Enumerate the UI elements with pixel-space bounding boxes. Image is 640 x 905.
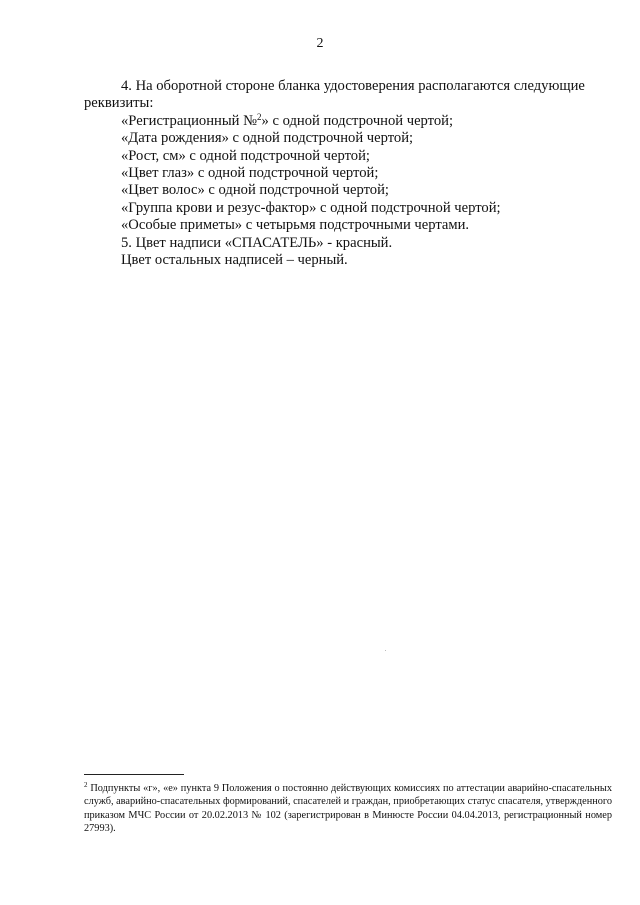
footnote-marker: 2 (84, 781, 88, 789)
footnote-separator (84, 774, 184, 775)
item-5: 5. Цвет надписи «СПАСАТЕЛЬ» - красный. (121, 234, 393, 251)
scan-speck (385, 650, 386, 651)
requisite-blood-type: «Группа крови и резус-фактор» с одной подстрочной чертой; (121, 199, 501, 216)
footnote (84, 782, 612, 835)
requisite-text: » с одной подстрочной чертой; (261, 112, 454, 129)
requisite-hair-color: «Цвет волос» с одной подстрочной чертой; (121, 182, 389, 199)
footnote-text: Подпункты «г», «е» пункта 9 Положения о постоянно действующих комиссиях по аттестации аварийно-спасательных служб, аварийно-спасательных формирований, спасателей и граждан, приобретающих статус спасателя, утвержденного приказом МЧС России от 20.02.2013 № 102 (зарегистрирован в Минюсте России 04.04.2013, регистрационный номер 27993). (84, 783, 612, 834)
other-inscriptions-color: Цвет остальных надписей – черный. (121, 252, 348, 269)
page-number: 2 (316, 36, 324, 51)
item-4-intro: 4. На оборотной стороне бланка удостоверения располагаются следующие реквизиты: (84, 78, 585, 112)
requisite-special-marks: «Особые приметы» с четырьмя подстрочными чертами. (121, 217, 470, 234)
requisite-birth-date: «Дата рождения» с одной подстрочной чертой; (121, 130, 414, 147)
requisite-eye-color: «Цвет глаз» с одной подстрочной чертой; (121, 165, 379, 182)
requisite-registration-number (84, 113, 614, 130)
requisite-height: «Рост, см» с одной подстрочной чертой; (121, 147, 370, 164)
document-body (84, 78, 614, 269)
requisite-text: «Регистрационный № (121, 112, 258, 129)
footnote-reference: 2 (257, 111, 262, 122)
